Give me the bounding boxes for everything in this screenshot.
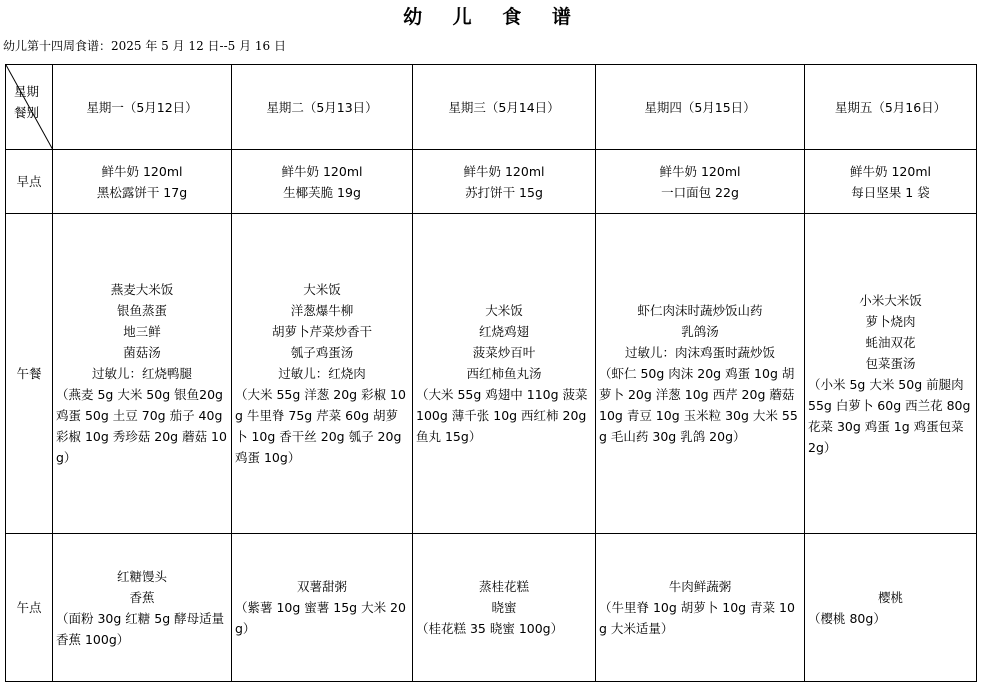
- dish-line: 双薯甜粥: [296, 579, 347, 594]
- menu-cell: [53, 214, 232, 534]
- header-row: [6, 65, 977, 150]
- ingredient-detail: （燕麦 5g 大米 50g 银鱼20g 鸡蛋 50g 土豆 70g 茄子 40g 彩椒 10g 秀珍菇 20g 蘑菇 10g）: [56, 387, 227, 465]
- dish-line: 红糖馒头: [116, 568, 167, 584]
- dish-line: 菠菜炒百叶: [472, 345, 536, 360]
- meal-row-breakfast: [6, 150, 977, 214]
- dish-line: 蒸桂花糕: [478, 579, 529, 594]
- menu-table: [5, 64, 977, 682]
- meal-row-lunch: [6, 214, 977, 534]
- day-header: 星期二（5月13日）: [232, 65, 413, 150]
- corner-cell: [6, 65, 53, 150]
- dish-line: 虾仁肉沫时蔬炒饭山药: [637, 303, 763, 318]
- ingredient-detail: （紫薯 10g 蜜薯 15g 大米 20g）: [235, 600, 406, 636]
- dish-line: 鲜牛奶 120ml: [281, 163, 363, 179]
- page-title: 幼 儿 食 谱: [403, 6, 583, 28]
- ingredient-detail: （大米 55g 鸡翅中 110g 菠菜 100g 薄千张 10g 西红柿 20g 鱼丸 15g）: [416, 387, 588, 444]
- day-header: 星期三（5月14日）: [413, 65, 596, 150]
- ingredient-detail: （樱桃 80g）: [808, 610, 886, 626]
- dish-line: 萝卜烧肉: [865, 313, 916, 329]
- menu-cell: [232, 534, 413, 682]
- dish-line: 生椰芙脆 19g: [283, 184, 361, 200]
- dish-line: 包菜蛋汤: [865, 355, 916, 371]
- dish-line: 银鱼蒸蛋: [116, 303, 167, 318]
- dish-line: 西红柿鱼丸汤: [466, 366, 542, 381]
- ingredient-detail: （虾仁 50g 肉沫 20g 鸡蛋 10g 胡萝卜 20g 洋葱 10g 西芹 20g 蘑菇 10g 青豆 10g 玉米粒 30g 大米 55g 毛山药 30g 乳鸽 20g）: [599, 366, 798, 444]
- corner-label-day: 星期: [14, 84, 40, 99]
- day-header: 星期一（5月12日）: [53, 65, 232, 150]
- dish-line: 乳鸽汤: [681, 324, 719, 339]
- dish-line: 小米大米饭: [859, 292, 922, 308]
- ingredient-detail: （面粉 30g 红糖 5g 酵母适量 香蕉 100g）: [56, 610, 225, 647]
- dish-line: 晓蜜: [491, 600, 517, 615]
- ingredient-detail: （牛里脊 10g 胡萝卜 10g 青菜 10g 大米适量）: [599, 600, 795, 636]
- menu-cell: [413, 150, 596, 214]
- menu-cell: [53, 150, 232, 214]
- menu-cell: [53, 534, 232, 682]
- meal-row-snack: [6, 534, 977, 682]
- dish-line: 黑松露饼干 17g: [96, 184, 188, 200]
- dish-line: 地三鲜: [123, 324, 161, 339]
- week-subtitle: 幼儿第十四周食谱：2025 年 5 月 12 日--5 月 16 日: [3, 39, 286, 53]
- dish-line: 菌菇汤: [123, 345, 161, 360]
- dish-line: 鲜牛奶 120ml: [463, 163, 545, 179]
- menu-cell: [413, 214, 596, 534]
- ingredient-detail: （小米 5g 大米 50g 前腿肉 55g 白萝卜 60g 西兰花 80g 花菜 30g 鸡蛋 1g 鸡蛋包菜 2g）: [808, 376, 971, 455]
- dish-line: 瓠子鸡蛋汤: [290, 345, 354, 360]
- dish-line: 每日坚果 1 袋: [851, 184, 930, 200]
- dish-line: 胡萝卜芹菜炒香干: [271, 324, 372, 339]
- dish-line: 燕麦大米饭: [110, 282, 174, 297]
- menu-cell: [805, 214, 977, 534]
- ingredient-detail: （桂花糕 35 晓蜜 100g）: [416, 621, 564, 636]
- meal-label: 午点: [6, 534, 53, 682]
- dish-line: 牛肉鲜蔬粥: [668, 579, 732, 594]
- dish-line: 鲜牛奶 120ml: [101, 163, 183, 179]
- day-header: 星期五（5月16日）: [805, 65, 977, 150]
- menu-cell: [232, 214, 413, 534]
- dish-line: 樱桃: [877, 589, 903, 605]
- dish-line: 香蕉: [129, 589, 155, 605]
- ingredient-detail: （大米 55g 洋葱 20g 彩椒 10g 牛里脊 75g 芹菜 60g 胡萝卜 10g 香干丝 20g 瓠子 20g 鸡蛋 10g）: [235, 387, 406, 465]
- meal-label: 午餐: [6, 214, 53, 534]
- dish-line: 蚝油双花: [865, 334, 916, 350]
- meal-label: 早点: [6, 150, 53, 214]
- corner-label-meal: 餐别: [14, 105, 40, 120]
- menu-cell: [805, 534, 977, 682]
- dish-line: 大米饭: [485, 303, 523, 318]
- dish-line: 大米饭: [303, 282, 341, 297]
- dish-line: 一口面包 22g: [661, 184, 739, 200]
- dish-line: 红烧鸡翅: [478, 324, 529, 339]
- menu-cell: [596, 214, 805, 534]
- menu-cell: [413, 534, 596, 682]
- dish-line: 过敏儿：红烧肉: [278, 366, 366, 381]
- menu-cell: [596, 150, 805, 214]
- dish-line: 鲜牛奶 120ml: [850, 163, 931, 179]
- menu-cell: [805, 150, 977, 214]
- dish-line: 苏打饼干 15g: [465, 184, 543, 200]
- dish-line: 过敏儿：肉沫鸡蛋时蔬炒饭: [624, 345, 775, 360]
- menu-cell: [596, 534, 805, 682]
- dish-line: 洋葱爆牛柳: [290, 303, 354, 318]
- day-header: 星期四（5月15日）: [596, 65, 805, 150]
- dish-line: 过敏儿：红烧鸭腿: [91, 366, 192, 381]
- dish-line: 鲜牛奶 120ml: [659, 163, 741, 179]
- menu-cell: [232, 150, 413, 214]
